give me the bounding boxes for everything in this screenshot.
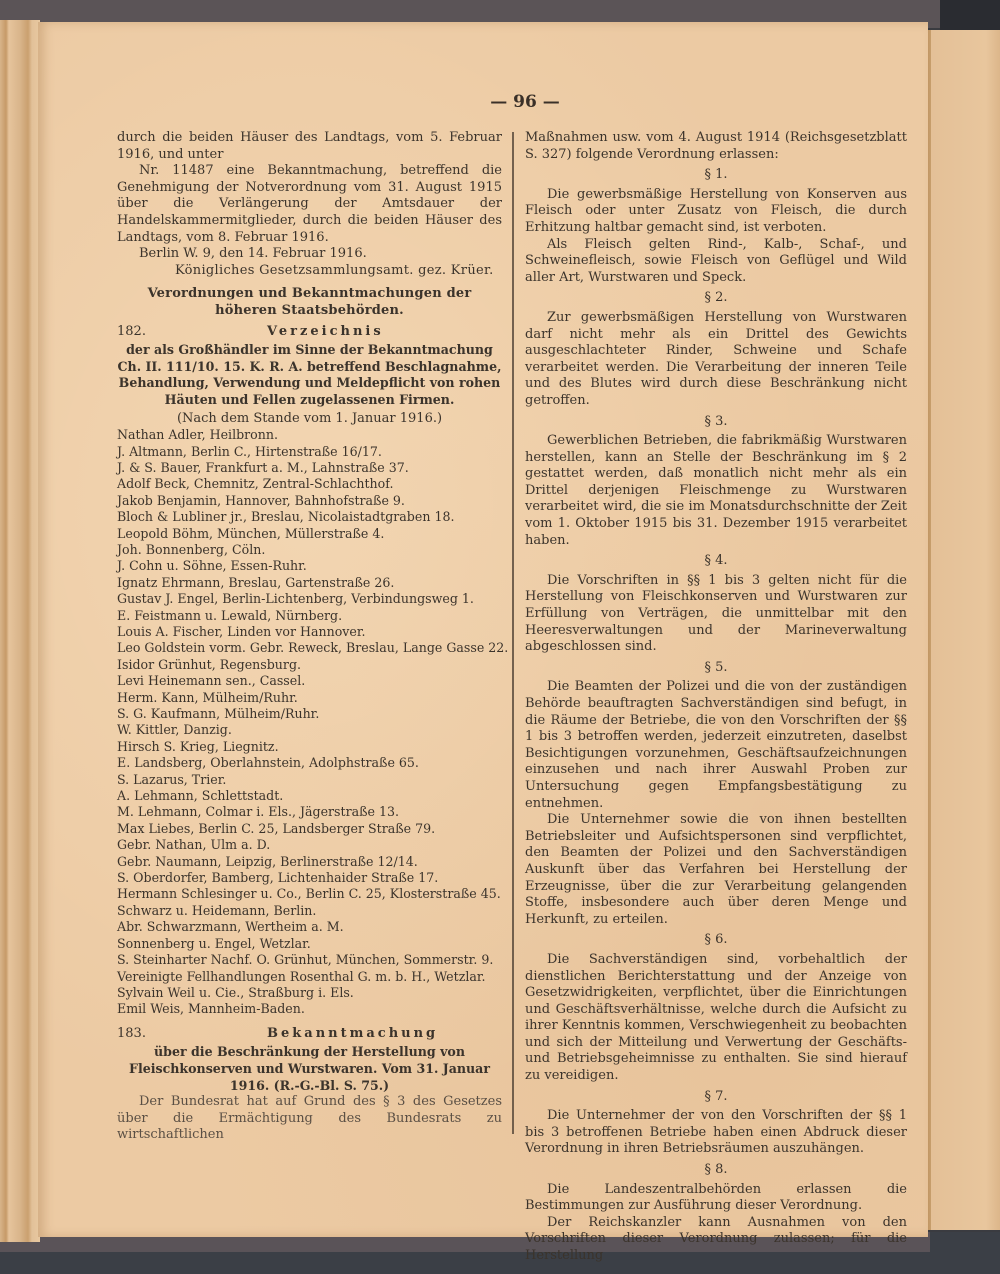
firm-list-item: Gustav J. Engel, Berlin-Lichtenberg, Verbindungsweg 1. <box>117 591 474 607</box>
section-paragraph-2 <box>525 290 907 409</box>
left-column <box>117 130 509 1144</box>
right-column <box>525 130 907 1265</box>
firm-list-item: S. Lazarus, Trier. <box>117 771 227 787</box>
firm-list-item: Isidor Grünhut, Regensburg. <box>117 656 302 672</box>
column-divider <box>512 132 514 1134</box>
section-text: Die Unternehmer sowie die von ihnen bestellten Betriebsleiter und Aufsichtspersonen sind verpflichtet, den Beamten der Polizei und den Sachverständigen Auskunft über das Verfahren bei Herstellung der Erzeugnisse, über die zur Verarbeitung gelangenden Stoffe, insbesondere auch über deren Menge und Herkunft, zu erteilen. <box>525 812 907 927</box>
firm-list-item: Leo Goldstein vorm. Gebr. Reweck, Breslau, Lange Gasse 22. <box>117 640 509 656</box>
firm-list-item: S. G. Kaufmann, Mülheim/Ruhr. <box>117 706 320 721</box>
firm-list-item: Sylvain Weil u. Cie., Straßburg i. Els. <box>117 984 354 1000</box>
section-paragraph-8 <box>525 1162 907 1265</box>
section-text: Die Unternehmer der von den Vorschriften der §§ 1 bis 3 betroffenen Betriebe haben einen Abdruck dieser Verordnung in ihren Betriebsräumen auszuhängen. <box>525 1108 907 1157</box>
firm-list-item: A. Lehmann, Schlettstadt. <box>117 788 284 804</box>
firm-list-item: Levi Heinemann sen., Cassel. <box>117 673 306 689</box>
firm-list-item: Leopold Böhm, München, Müllerstraße 4. <box>117 525 385 541</box>
entry-title: Verzeichnis <box>267 323 384 339</box>
section-text: Gewerblichen Betrieben, die fabrikmäßig Wurstwaren herstellen, kann an Stelle der Beschränkung im § 2 gestattet werden, daß monatlich nicht mehr als ein Drittel derjenigen Fleischmenge zu Wurstwaren verarbeitet wird, die sie im Monatsdurchschnitte der Zeit vom 1. Oktober 1915 bis 31. Dezember 1915 verarbeitet haben. <box>525 433 907 548</box>
section-paragraph-7 <box>525 1089 907 1158</box>
firm-list-item: J. Cohn u. Söhne, Essen-Ruhr. <box>117 558 307 574</box>
section-paragraph-5 <box>525 660 907 929</box>
section-paragraph-6 <box>525 932 907 1084</box>
notice-11487: Nr. 11487 eine Bekanntmachung, betreffend die Genehmigung der Notverordnung vom 31. August 1915 über die Verlängerung der Amtsdauer der Handelskammermitglieder, durch die beiden Häuser des Landtags, vom 8. Februar 1916. <box>117 163 502 245</box>
firm-list-item: S. Steinharter Nachf. O. Grünhut, München, Sommerstr. 9. <box>117 952 494 968</box>
firm-list-item: J. Altmann, Berlin C., Hirtenstraße 16/17. <box>117 443 382 459</box>
section-paragraph-4 <box>525 553 907 656</box>
entry-number: 182. <box>117 323 146 339</box>
firm-list-item: E. Landsberg, Oberlahnstein, Adolphstraße 65. <box>117 755 419 771</box>
firm-list-item: Louis A. Fischer, Linden vor Hannover. <box>117 623 366 639</box>
firm-list-item: W. Kittler, Danzig. <box>117 722 232 738</box>
firm-list <box>117 427 509 1018</box>
carryover-paragraph: Maßnahmen usw. vom 4. August 1914 (Reichsgesetzblatt S. 327) folgende Verordnung erlassen: <box>525 130 907 162</box>
as-of-date: (Nach dem Stande vom 1. Januar 1916.) <box>176 410 443 426</box>
firm-list-item: Gebr. Nathan, Ulm a. D. <box>117 837 271 853</box>
section-number: § 8. <box>704 1162 728 1178</box>
entry-number: 183. <box>117 1025 146 1041</box>
firm-list-item: Hermann Schlesinger u. Co., Berlin C. 25, Klosterstraße 45. <box>117 886 501 902</box>
page-stack-left <box>0 20 40 1242</box>
firm-list-item: Schwarz u. Heidemann, Berlin. <box>117 902 317 918</box>
firm-list-item: S. Oberdorfer, Bamberg, Lichtenhaider Straße 17. <box>117 870 439 886</box>
entry-intro: Der Bundesrat hat auf Grund des § 3 des Gesetzes über die Ermächtigung des Bundesrats zu wirtschaftlichen <box>117 1094 502 1143</box>
firm-list-item: Gebr. Naumann, Leipzig, Berlinerstraße 12/14. <box>117 853 418 869</box>
entry-subtitle: der als Großhändler im Sinne der Bekanntmachung Ch. II. 111/10. 15. K. R. A. betreffend Beschlagnahme, Behandlung, Verwendung und Meldepflicht von rohen Häuten und Fellen zugelassenen Firmen. <box>117 342 502 407</box>
entry-subtitle: über die Beschränkung der Herstellung von Fleischkonserven und Wurstwaren. Vom 31. Januar 1916. (R.-G.-Bl. S. 75.) <box>129 1044 490 1093</box>
book-cover-corner <box>940 0 1000 34</box>
section-number: § 5. <box>704 659 728 675</box>
page-fold-line <box>928 30 931 1230</box>
firm-list-item: J. & S. Bauer, Frankfurt a. M., Lahnstraße 37. <box>117 459 409 475</box>
section-paragraph-3 <box>525 414 907 550</box>
section-number: § 6. <box>704 932 728 948</box>
section-heading: Verordnungen und Bekanntmachungen der höheren Staatsbehörden. <box>147 286 472 318</box>
section-number: § 7. <box>704 1088 728 1104</box>
firm-list-item: Emil Weis, Mannheim-Baden. <box>117 1001 305 1017</box>
ordinance-sections <box>525 167 907 1264</box>
entry-183-header <box>117 1026 502 1043</box>
section-text: Die gewerbsmäßige Herstellung von Konserven aus Fleisch oder unter Zusatz von Fleisch, die durch Erhitzung haltbar gemacht sind, ist verboten. <box>525 186 907 235</box>
firm-list-item: Jakob Benjamin, Hannover, Bahnhofstraße 9. <box>117 492 405 508</box>
firm-list-item: Sonnenberg u. Engel, Wetzlar. <box>117 935 311 951</box>
firm-list-item: Hirsch S. Krieg, Liegnitz. <box>117 738 279 754</box>
firm-list-item: Nathan Adler, Heilbronn. <box>117 427 278 443</box>
firm-list-item: Adolf Beck, Chemnitz, Zentral-Schlachthof. <box>117 476 394 492</box>
section-paragraph-1 <box>525 167 907 286</box>
section-number: § 2. <box>704 290 728 306</box>
section-text: Die Vorschriften in §§ 1 bis 3 gelten nicht für die Herstellung von Fleischkonserven und Wurstwaren zur Erfüllung von Verträgen, die unmittelbar mit den Heeresverwaltungen und der Marineverwaltung abgeschlossen sind. <box>525 572 907 655</box>
section-number: § 4. <box>704 553 728 569</box>
section-text: Als Fleisch gelten Rind-, Kalb-, Schaf-, und Schweinefleisch, sowie Fleisch von Geflügel und Wild aller Art, Wurstwaren und Speck. <box>525 236 907 285</box>
section-text: Die Beamten der Polizei und die von der zuständigen Behörde beauftragten Sachverständigen sind befugt, in die Räume der Betriebe, die von den Vorschriften der §§ 1 bis 3 betroffen werden, jederzeit einzutreten, daselbst Besichtigungen vorzunehmen, Geschäftsaufzeichnungen einzusehen und nach ihrer Auswahl Proben zur Untersuchung gegen Empfangsbestätigung zu entnehmen. <box>525 679 907 811</box>
entry-title: Bekanntmachung <box>267 1025 439 1041</box>
firm-list-item: Joh. Bonnenberg, Cöln. <box>117 541 266 557</box>
section-text: Die Landeszentralbehörden erlassen die Bestimmungen zur Ausführung dieser Verordnung. <box>525 1181 907 1214</box>
section-text: Die Sachverständigen sind, vorbehaltlich der dienstlichen Berichterstattung und der Anzeige von Gesetzwidrigkeiten, verpflichtet, über die Einrichtungen und Geschäftsverhältnisse, welche durch die Aufsicht zu ihrer Kenntnis kommen, Verschwiegenheit zu beobachten und sich der Mitteilung und Verwertung der Geschäfts- und Betriebsgeheimnisse zu enthalten. Sie sind hierauf zu vereidigen. <box>525 951 907 1084</box>
carryover-paragraph: durch die beiden Häuser des Landtags, vom 5. Februar 1916, und unter <box>117 130 502 162</box>
section-text: Zur gewerbsmäßigen Herstellung von Wurstwaren darf nicht mehr als ein Drittel des Gewichts ausgeschlachteter Rinder, Schweine und Schafe verarbeitet werden. Die Verarbeitung der inneren Teile und des Blutes wird durch diese Beschränkung nicht getroffen. <box>525 309 907 408</box>
section-number: § 3. <box>704 413 728 429</box>
page-number: — 96 — <box>490 92 560 112</box>
firm-list-item: E. Feistmann u. Lewald, Nürnberg. <box>117 607 343 623</box>
entry-182-header <box>117 324 502 341</box>
signature: Königliches Gesetzsammlungsamt. gez. Krüer. <box>175 262 494 278</box>
firm-list-item: Abr. Schwarzmann, Wertheim a. M. <box>117 919 344 935</box>
section-number: § 1. <box>704 167 728 183</box>
firm-list-item: Bloch & Lubliner jr., Breslau, Nicolaistadtgraben 18. <box>117 509 455 525</box>
firm-list-item: Vereinigte Fellhandlungen Rosenthal G. m. b. H., Wetzlar. <box>117 968 486 984</box>
firm-list-item: Herm. Kann, Mülheim/Ruhr. <box>117 689 298 705</box>
firm-list-item: M. Lehmann, Colmar i. Els., Jägerstraße 13. <box>117 804 399 820</box>
firm-list-item: Max Liebes, Berlin C. 25, Landsberger Straße 79. <box>117 820 436 836</box>
page-stack-right <box>926 30 1000 1230</box>
section-text: Der Reichskanzler kann Ausnahmen von den Vorschriften dieser Verordnung zulassen; für die Herstellung <box>525 1214 907 1263</box>
place-date: Berlin W. 9, den 14. Februar 1916. <box>139 246 367 262</box>
firm-list-item: Ignatz Ehrmann, Breslau, Gartenstraße 26. <box>117 574 395 590</box>
